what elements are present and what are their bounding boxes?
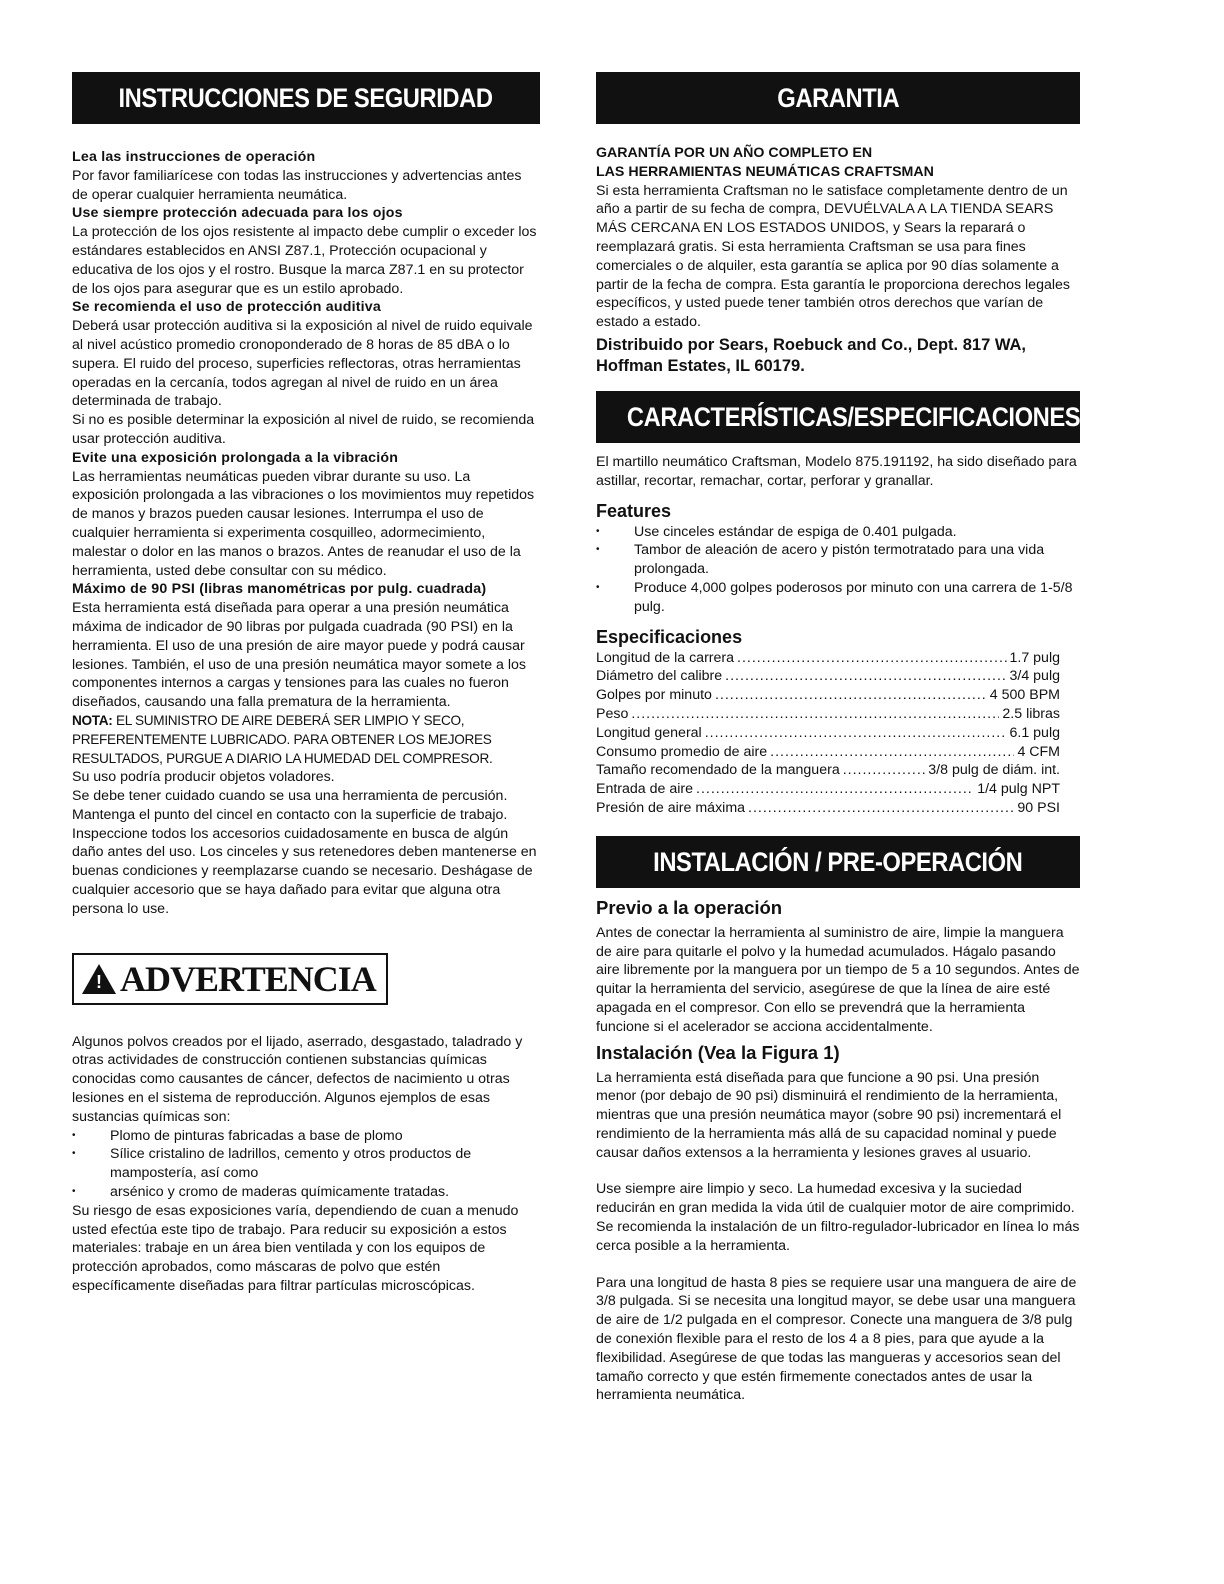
spec-row: Peso ..... 2.5 libras: [596, 705, 1060, 724]
spec-row: Longitud general ..... 6.1 pulg: [596, 724, 1060, 743]
warning-label: ADVERTENCIA: [120, 958, 376, 999]
hearing-protection-text: Deberá usar protección auditiva si la exposición al nivel de ruido equivale al nivel acústico promedio cronoponderado de 8 horas de 85 dBA o lo supera. El ruido del proceso, superficies reflectoras, otras herramientas operadas en la cercanía, todos agregan al nivel de ruido en un área determinada de trabajo.: [72, 318, 533, 410]
warranty-banner: GARANTIA: [596, 72, 1080, 124]
feature-item: • Produce 4,000 golpes poderosos por minuto con una carrera de 1-5/8 pulg.: [596, 579, 1080, 617]
installation-text-3: Para una longitud de hasta 8 pies se requiere usar una manguera de aire de 3/8 pulgada. Si se necesita una longitud mayor, se debe usar una manguera de aire de 1/2 pulgada en el compresor. Conecte una manguera de 3/8 pulg de conexión flexible para el resto de los 4 a 8 pies, para que ayude a la flexibilidad. Asegúrese de que todas las mangueras y accesorios sean del tamaño correcto y que estén firmemente conectados antes de usar la herramienta neumática.: [596, 1274, 1077, 1404]
read-instructions-heading: Lea las instrucciones de operación: [72, 149, 316, 165]
warning-list-item: • Sílice cristalino de ladrillos, cemento y otros productos de mampostería, así como: [72, 1145, 540, 1183]
feature-item: • Tambor de aleación de acero y pistón termotratado para una vida prolongada.: [596, 541, 1080, 579]
pre-operation-heading: Previo a la operación: [596, 896, 783, 918]
warning-text: Algunos polvos creados por el lijado, aserrado, desgastado, taladrado y otras actividades de construcción contienen substancias químicas conocidas como causantes de cáncer, defectos de nacimiento u otras lesiones en el sistema de reproducción. Algunos ejemplos de esas sustancias químicas son:: [72, 1033, 523, 1125]
specs-banner: CARACTERÍSTICAS/ESPECIFICACIONES: [596, 391, 1080, 443]
warranty-text: Si esta herramienta Craftsman no le satisface completamente dentro de un año a partir de su fecha de compra, DEVUÉLVALA A LA TIENDA SEARS MÁS CERCANA EN LOS ESTADOS UNIDOS, y Sears la reparará o reemplazará gratis. Si esta herramienta Craftsman se usa para fines comerciales o de alquiler, esta garantía se aplica por 90 días solamente a partir de la fecha de compra. Esta garantía le proporciona derechos legales específicos, y usted puede tener también otros derechos que varían de estado a estado.: [596, 182, 1070, 331]
eye-protection-text: La protección de los ojos resistente al impacto debe cumplir o exceder los estándares establecidos en ANSI Z87.1, Protección ocupacional y educativa de los ojos y el rostro. Busque la marca Z87.1 en su protector de los ojos para asegurar que es un estilo aprobado.: [72, 224, 537, 297]
specifications-heading: Especificaciones: [596, 626, 743, 647]
spec-row: Entrada de aire ..... 1/4 pulg NPT: [596, 780, 1060, 799]
installation-text-1: La herramienta está diseñada para que funcione a 90 psi. Una presión menor (por debajo de 90 psi) disminuirá el rendimiento de la herramienta, mientras que una presión neumática mayor (sobre 90 psi) incrementará el rendimiento de la herramienta más allá de su capacidad nominal y puede causar daños extensos a la herramienta y lesiones graves al usuario.: [596, 1069, 1062, 1161]
right-column: [596, 72, 1080, 1405]
spec-row: Longitud de la carrera ..... 1.7 pulg: [596, 649, 1060, 668]
warranty-heading-2: LAS HERRAMIENTAS NEUMÁTICAS CRAFTSMAN: [596, 163, 934, 180]
features-list: [596, 523, 1080, 617]
feature-item: • Use cinceles estándar de espiga de 0.401 pulgada.: [596, 523, 1080, 542]
safety-column: [72, 72, 540, 1296]
hearing-protection-heading: Se recomienda el uso de protección auditiva: [72, 299, 381, 316]
read-instructions-text: Por favor familiarícese con todas las instrucciones y advertencias antes de operar cualquier herramienta neumática.: [72, 167, 522, 203]
warning-box: [72, 953, 388, 1005]
spec-row: Consumo promedio de aire ..... 4 CFM: [596, 743, 1060, 762]
distributor-text: Distribuido por Sears, Roebuck and Co., Dept. 817 WA, Hoffman Estates, IL 60179.: [596, 335, 1026, 375]
installation-banner: INSTALACIÓN / PRE-OPERACIÓN: [596, 836, 1080, 888]
warning-triangle-icon: !: [82, 964, 116, 994]
pre-operation-text: Antes de conectar la herramienta al suministro de aire, limpie la manguera de aire para quitarle el polvo y la humedad acumulados. Hágalo pasando aire libremente por la manguera por un tiempo de 5 a 10 segundos. Antes de quitar la herramienta del servicio, asegúrese de que la línea de aire esté apagada en el compresor. Con ello se prevendrá que la herramienta funcione si el acelerador se acciona accidentalmente.: [596, 924, 1080, 1035]
warning-list-item: • arsénico y cromo de maderas químicamente tratadas.: [72, 1183, 540, 1202]
spec-row: Diámetro del calibre ..... 3/4 pulg: [596, 667, 1060, 686]
vibration-text: Las herramientas neumáticas pueden vibrar durante su uso. La exposición prolongada a las vibraciones o los movimientos muy repetidos de manos y brazos pueden causar lesiones. Interrumpa el uso de cualquier herramienta si experimenta cosquilleo, adormecimiento, malestar o dolor en las manos o brazos. Antes de reanudar el uso de la herramienta, usted debe consultar con su médico.: [72, 468, 535, 579]
installation-text-2: Use siempre aire limpio y seco. La humedad excesiva y la suciedad reducirán en gran medida la vida útil de cualquier motor de aire comprimido. Se recomienda la instalación de un filtro-regulador-lubricador en línea lo más cerca posible a la herramienta.: [596, 1181, 1080, 1254]
flying-objects-line: Su uso podría producir objetos voladores.: [72, 769, 335, 786]
nota-label: NOTA:: [72, 712, 113, 728]
features-heading: Features: [596, 500, 672, 521]
max-psi-heading: Máximo de 90 PSI (libras manométricas por pulg. cuadrada): [72, 581, 487, 598]
warning-list: [72, 1127, 540, 1202]
installation-heading: Instalación (Vea la Figura 1): [596, 1041, 840, 1063]
spec-row: Golpes por minuto ..... 4 500 BPM: [596, 686, 1060, 705]
vibration-heading: Evite una exposición prolongada a la vibración: [72, 449, 399, 466]
warning-text-2: Su riesgo de esas exposiciones varía, dependiendo de cuan a menudo usted efectúa este tipo de trabajo. Para reducir su exposición a estos materiales: trabaje en un área bien ventilada y con los equipos de protección aprobados, como máscaras de polvo que estén específicamente diseñadas para filtrar partículas microscópicas.: [72, 1202, 519, 1295]
nota-text: EL SUMINISTRO DE AIRE DEBERÁ SER LIMPIO Y SECO, PREFERENTEMENTE LUBRICADO. PARA OBTENER LOS MEJORES RESULTADOS, PURGUE A DIARIO LA HUMEDAD DEL COMPRESOR.: [72, 712, 493, 766]
nota-paragraph: [72, 712, 540, 768]
safety-banner: INSTRUCCIONES DE SEGURIDAD: [72, 72, 540, 124]
spec-row: Presión de aire máxima ..... 90 PSI: [596, 799, 1060, 818]
spec-row: Tamaño recomendado de la manguera ..... 3/8 pulg de diám. int.: [596, 761, 1060, 780]
hearing-protection-text-2: Si no es posible determinar la exposición al nivel de ruido, se recomienda usar protección auditiva.: [72, 412, 535, 447]
max-psi-text: Esta herramienta está diseñada para operar a una presión neumática máxima de indicador de 90 libras por pulgada cuadrada (90 PSI) en la herramienta. El uso de una presión de aire mayor puede y podrá causar lesiones. También, el uso de una presión neumática mayor somete a los componentes internos a cargas y tensiones para las cuales no fueron diseñados, causando una falla prematura de la herramienta.: [72, 600, 526, 711]
specs-intro: El martillo neumático Craftsman, Modelo 875.191192, ha sido diseñado para astillar, recortar, remachar, cortar, perforar y granallar.: [596, 453, 1077, 489]
spec-table: [596, 649, 1080, 818]
warning-list-item: • Plomo de pinturas fabricadas a base de plomo: [72, 1127, 540, 1146]
warranty-heading-1: GARANTÍA POR UN AÑO COMPLETO EN: [596, 145, 873, 161]
percussion-text: Se debe tener cuidado cuando se usa una herramienta de percusión. Mantenga el punto del cincel en contacto con la superficie de trabajo. Inspeccione todos los accesorios cuidadosamente en busca de algún daño antes del uso. Los cinceles y sus retenedores deben mantenerse en buenas condiciones y reemplazarse cuando se necesario. Deshágase de cualquier accesorio que se haya dañado para evitar que alguna otra persona lo use.: [72, 788, 537, 917]
eye-protection-heading: Use siempre protección adecuada para los ojos: [72, 205, 403, 222]
